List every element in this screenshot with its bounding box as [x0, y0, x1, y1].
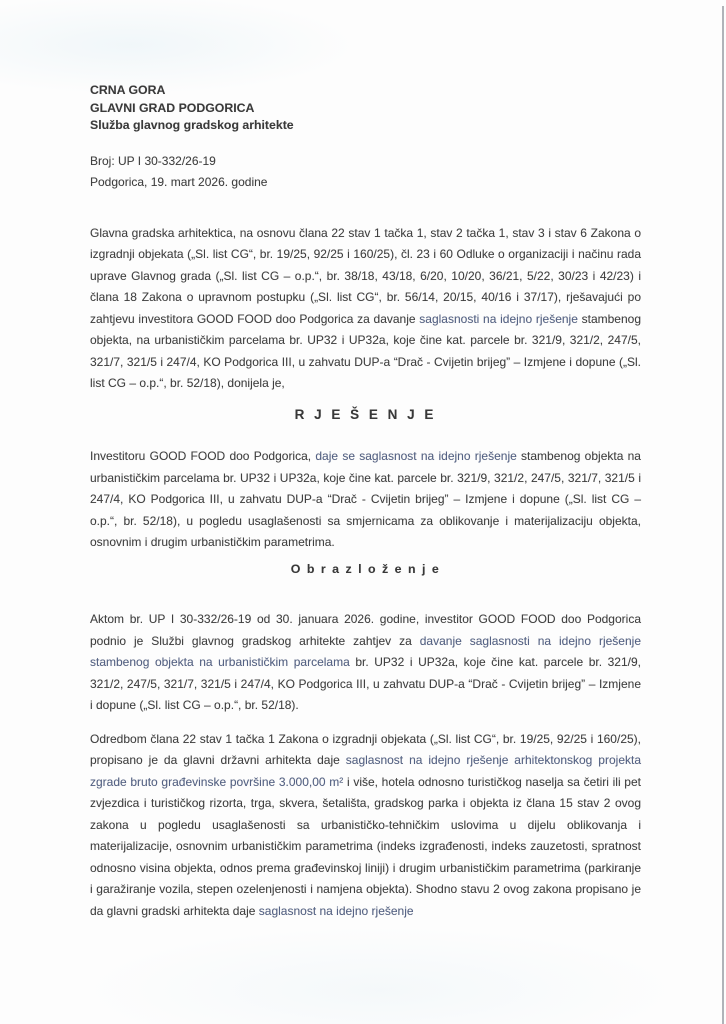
decision-paragraph [90, 446, 641, 554]
legal-basis-paragraph [90, 729, 641, 923]
letterhead [90, 82, 641, 135]
legal-highlight-2: saglasnost na idejno rješenje [258, 903, 414, 918]
case-number: Broj: UP I 30-332/26-19 [90, 153, 216, 168]
request-paragraph [90, 609, 641, 717]
letterhead-city: GLAVNI GRAD PODGORICA [90, 100, 255, 115]
decision-text-cont: stambenog objekta na urbanističkim parcelama br. UP32 i UP32a, koje čine kat. parcele br. 321/9, 321/2, 247/5, 321/7, 321/5 i 247/4, KO Podgorica III, u zahvatu DUP-a “Drač - Cvijetin brijeg” – Izmjene i dopune („Sl. list CG – o.p.“, br. 52/18), u pogledu usaglašenosti sa smjernicama za oblikovanje i materijalizaciju objekta, osnovnim i drugim urbanističkim parametrima. [90, 449, 641, 549]
decision-title: R J E Š E N J E [294, 406, 437, 422]
rationale-heading: O b r a z l o ž e n j e [290, 561, 441, 576]
intro-paragraph [90, 223, 641, 395]
legal-highlight-1: saglasnost na idejno rješenje arhitektonskog projekta zgrade bruto građevinske površine 3.000,00 m² [90, 753, 641, 789]
letterhead-office: Služba glavnog gradskog arhitekte [90, 118, 294, 132]
intro-text: Glavna gradska arhitektica, na osnovu člana 22 stav 1 tačka 1, stav 2 tačka 1, stav 3 i stav 6 Zakona o izgradnji objekata („Sl. list CG“, br. 19/25, 92/25 i 160/25), čl. 23 i 60 Odluke o organizaciji i načinu rada uprave Glavnog grada („Sl. list CG – o.p.“, br. 38/18, 43/18, 6/20, 10/20, 36/21, 5/22, 30/23 i 42/23) i člana 18 Zakona o upravnom postupku („Sl. list CG“, br. 56/14, 20/15, 40/16 i 37/17), rješavajući po zahtjevu investitora GOOD FOOD doo Podgorica za davanje [90, 225, 641, 326]
decision-text: Investitoru GOOD FOOD doo Podgorica, [90, 449, 316, 463]
legal-text-2: i više, hotela odnosno turističkog naselja sa četiri ili pet zvjezdica i turističkog rizorta, trga, skvera, šetališta, gradskog parka i objekta iz člana 15 stav 2 ovog zakona u pogledu usaglašenosti sa urbanističko-tehničkim uslovima u dijelu oblikovanja i materijalizacije, osnovnim urbanističkim parametrima (indeks izgrađenosti, indeks zauzetosti, spratnost odnosno visina objekta, odnos prema građevinskoj liniji) i drugim urbanističkim parametrima (parkiranje i garažiranje vozila, stepen ozelenjenosti i namjena objekta). Shodno stavu 2 ovog zakona propisano je da glavni gradski arhitekta daje [90, 774, 641, 918]
intro-highlight: saglasnosti na idejno rješenje [419, 311, 578, 326]
request-highlight: davanje saglasnosti na idejno rješenje stambenog objekta na urbanističkim parcelama [90, 633, 641, 669]
place-and-date: Podgorica, 19. mart 2026. godine [90, 175, 268, 189]
case-meta [90, 151, 641, 194]
request-text: Aktom br. UP I 30-332/26-19 od 30. januara 2026. godine, investitor GOOD FOOD doo Podgorica podnio je Službi glavnog gradskog arhitekte zahtjev za [90, 612, 641, 648]
decision-highlight: daje se saglasnost na idejno rješenje [315, 449, 517, 463]
scan-edge-artifact [722, 6, 724, 1024]
intro-text-cont: stambenog objekta, na urbanističkim parcelama br. UP32 i UP32a, koje čine kat. parcele br. 321/9, 321/2, 247/5, 321/7, 321/5 i 247/4, KO Podgorica III, u zahvatu DUP-a “Drač - Cvijetin brijeg” – Izmjene i dopune („Sl. list CG – o.p.“, br. 52/18), donijela je, [90, 311, 641, 390]
request-text-cont: br. UP32 i UP32a, koje čine kat. parcele br. 321/9, 321/2, 247/5, 321/7, 321/5 i 247/4, KO Podgorica III, u zahvatu DUP-a “Drač - Cvijetin brijeg” – Izmjene i dopune („Sl. list CG – o.p.“, br. 52/18). [90, 655, 641, 712]
legal-text-1: Odredbom člana 22 stav 1 tačka 1 Zakona o izgradnji objekata („Sl. list CG“, br. 19/25, 92/25 i 160/25), propisano je da glavni državni arhitekta daje [90, 731, 641, 767]
document-content [90, 82, 641, 922]
letterhead-country: CRNA GORA [90, 83, 166, 97]
